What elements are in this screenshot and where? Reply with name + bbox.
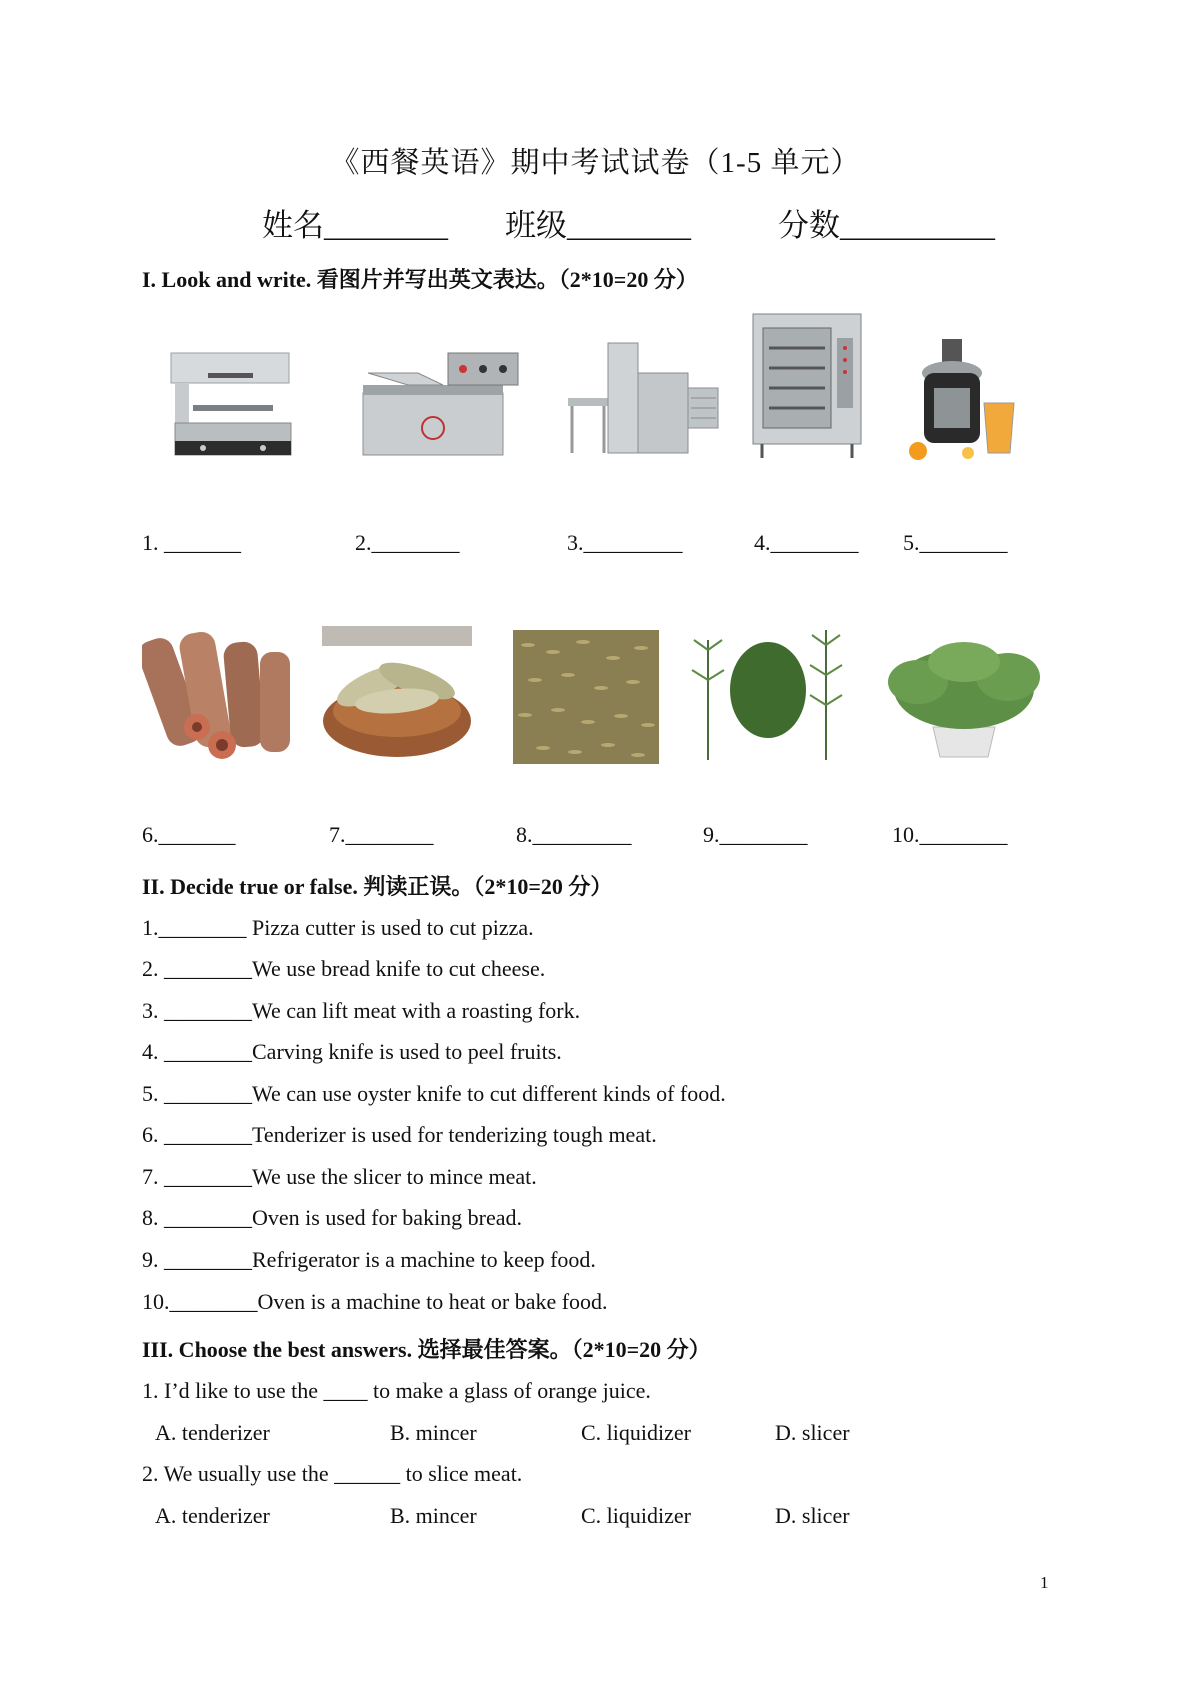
question-2-stem: 2. We usually use the ______ to slice meat. (142, 1461, 523, 1486)
question-2-option-d[interactable]: D. slicer (775, 1503, 850, 1528)
section1-heading: I. Look and write. 看图片并写出英文表达。（2*10=20 分） (142, 267, 698, 292)
section3-heading: III. Choose the best answers. 选择最佳答案。（2*10=20 分） (142, 1337, 711, 1362)
name-blank: ________ (324, 208, 448, 243)
name-label: 姓名 (262, 208, 324, 243)
combi-oven-icon (747, 308, 867, 460)
blank-6[interactable]: 6._______ (142, 822, 236, 847)
blank-2[interactable]: 2.________ (355, 530, 460, 555)
exam-title: 《西餐英语》期中考试试卷（1-5 单元） (330, 147, 861, 179)
question-1-option-d[interactable]: D. slicer (775, 1420, 850, 1445)
juicer-icon (906, 333, 1024, 463)
tf-item-7[interactable]: 7. ________We use the slicer to mince meat. (142, 1164, 537, 1189)
question-2-option-c[interactable]: C. liquidizer (581, 1503, 691, 1528)
tf-item-9[interactable]: 9. ________Refrigerator is a machine to keep food. (142, 1247, 596, 1272)
dill-icon (688, 620, 846, 764)
tf-item-1[interactable]: 1.________ Pizza cutter is used to cut pizza. (142, 915, 534, 940)
dishwasher-icon (558, 333, 724, 458)
class-blank: ________ (567, 208, 691, 243)
deep-fryer-icon (348, 343, 528, 461)
class-label: 班级 (505, 208, 567, 243)
blank-10[interactable]: 10.________ (892, 822, 1008, 847)
blank-8[interactable]: 8._________ (516, 822, 632, 847)
tf-item-6[interactable]: 6. ________Tenderizer is used for tenderizing tough meat. (142, 1122, 657, 1147)
cumin-icon (513, 630, 659, 764)
thyme-icon (878, 627, 1050, 764)
tf-item-5[interactable]: 5. ________We can use oyster knife to cut different kinds of food. (142, 1081, 726, 1106)
question-1-stem: 1. I’d like to use the ____ to make a glass of orange juice. (142, 1378, 651, 1403)
blank-5[interactable]: 5.________ (903, 530, 1008, 555)
salamander-icon (163, 345, 298, 460)
blank-1[interactable]: 1. _______ (142, 530, 241, 555)
tf-item-4[interactable]: 4. ________Carving knife is used to peel fruits. (142, 1039, 562, 1064)
class-field[interactable] (505, 200, 691, 245)
tf-item-8[interactable]: 8. ________Oven is used for baking bread. (142, 1205, 523, 1230)
blank-7[interactable]: 7.________ (329, 822, 434, 847)
section2-heading: II. Decide true or false. 判读正误。（2*10=20 分） (142, 874, 613, 899)
cinnamon-icon (142, 617, 300, 765)
blank-3[interactable]: 3._________ (567, 530, 683, 555)
blank-4[interactable]: 4.________ (754, 530, 859, 555)
name-field[interactable] (262, 200, 448, 245)
score-blank: __________ (840, 208, 995, 243)
score-field[interactable] (778, 200, 995, 245)
question-2-option-a[interactable]: A. tenderizer (155, 1503, 270, 1528)
question-1-option-a[interactable]: A. tenderizer (155, 1420, 270, 1445)
question-1-option-c[interactable]: C. liquidizer (581, 1420, 691, 1445)
score-label: 分数 (778, 208, 840, 243)
question-1-option-b[interactable]: B. mincer (390, 1420, 477, 1445)
question-2-option-b[interactable]: B. mincer (390, 1503, 477, 1528)
bay-leaf-icon (322, 626, 472, 764)
blank-9[interactable]: 9.________ (703, 822, 808, 847)
page-number: 1 (1040, 1573, 1049, 1592)
tf-item-10[interactable]: 10.________Oven is a machine to heat or bake food. (142, 1289, 608, 1314)
tf-item-2[interactable]: 2. ________We use bread knife to cut cheese. (142, 956, 546, 981)
tf-item-3[interactable]: 3. ________We can lift meat with a roasting fork. (142, 998, 581, 1023)
